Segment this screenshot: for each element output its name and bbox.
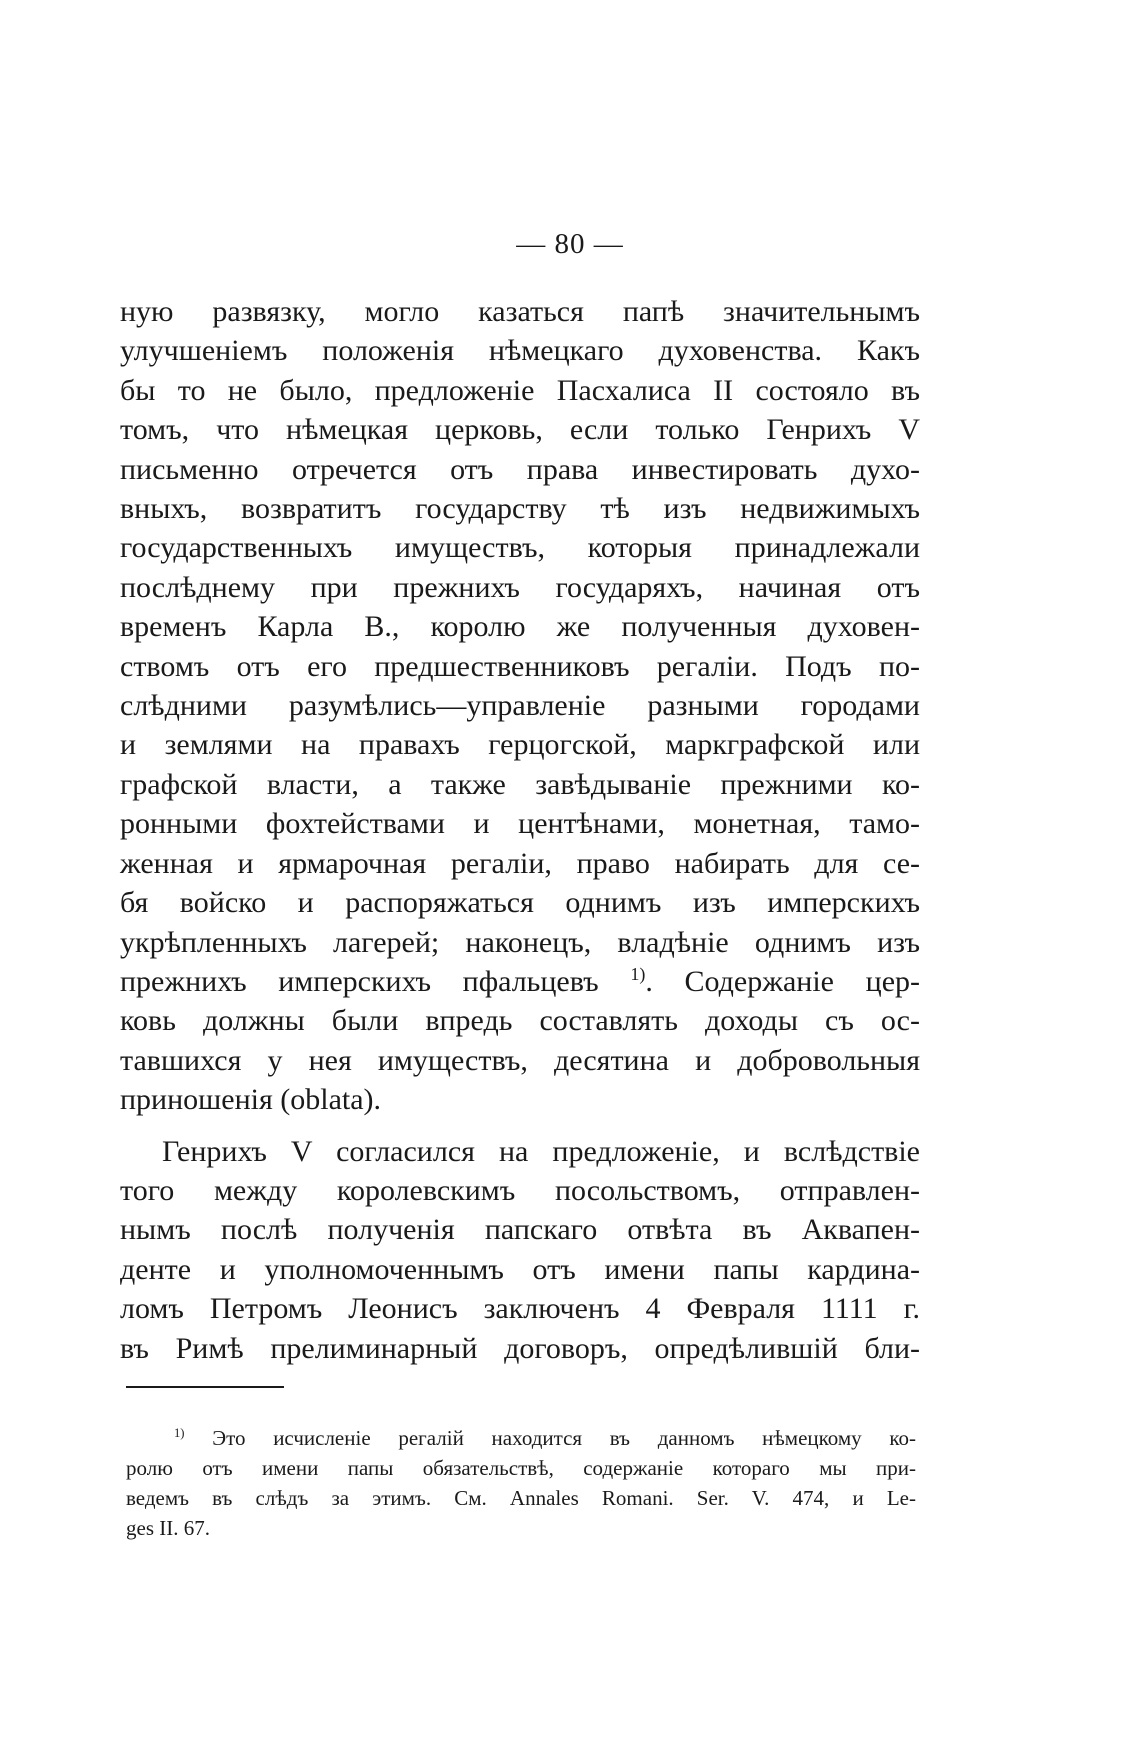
- text-fragment: . Содержаніе цер-: [645, 964, 921, 998]
- text-line: письменно отречется отъ права инвестировать духо-: [120, 452, 920, 486]
- text-line: женная и ярмарочная регаліи, право набирать для се-: [120, 846, 920, 880]
- text-line: вныхъ, возвратитъ государству тѣ изъ недвижимыхъ: [120, 492, 920, 526]
- text-line: нымъ послѣ полученія папскаго отвѣта въ Аквапен-: [120, 1213, 920, 1247]
- text-line-with-note: [120, 962, 920, 1001]
- footnote-text: Это исчисленіе регалій находится въ данномъ нѣмецкому ко-: [212, 1426, 917, 1450]
- text-line: государственныхъ имуществъ, которыя принадлежали: [120, 531, 920, 565]
- text-line: слѣдними разумѣлись—управленіе разными городами: [120, 689, 920, 723]
- footnote-reference[interactable]: 1): [630, 963, 646, 984]
- text-line: Генрихъ V согласился на предложеніе, и вслѣдствіе: [162, 1134, 920, 1168]
- text-line: ковь должны были впредь составлять доходы съ ос-: [120, 1004, 920, 1038]
- text-line: того между королевскимъ посольствомъ, отправлен-: [120, 1173, 920, 1207]
- text-line: и землями на правахъ герцогской, маркграфской или: [120, 728, 920, 762]
- main-text: [120, 292, 920, 1368]
- footnotes: [126, 1423, 916, 1543]
- text-line: укрѣпленныхъ лагерей; наконецъ, владѣніе однимъ изъ: [120, 925, 920, 959]
- text-fragment: прежнихъ имперскихъ пфальцевъ: [120, 964, 599, 998]
- text-line: въ Римѣ прелиминарный договоръ, опредѣлившій бли-: [120, 1331, 920, 1365]
- text-line: ронными фохтействами и центѣнами, монетная, тамо-: [120, 807, 920, 841]
- footnote-line: ролю отъ имени папы обязательствѣ, содержаніе котораго мы при-: [126, 1456, 916, 1480]
- text-line: ствомъ отъ его предшественниковъ регаліи. Подъ по-: [120, 649, 920, 683]
- footnote-line: ведемъ въ слѣдъ за этимъ. См. Annales Romani. Ser. V. 474, и Le-: [126, 1486, 916, 1510]
- footnote-line: [126, 1423, 916, 1453]
- text-line: тавшихся у нея имуществъ, десятина и добровольныя: [120, 1043, 920, 1077]
- footnote-line: ges II. 67.: [126, 1516, 210, 1540]
- text-line: графской власти, а также завѣдываніе прежними ко-: [120, 767, 920, 801]
- footnote-divider: [126, 1386, 284, 1388]
- paragraph-gap: [120, 1120, 920, 1132]
- page-number: — 80 —: [516, 228, 624, 260]
- text-line: улучшеніемъ положенія нѣмецкаго духовенства. Какъ: [120, 334, 920, 368]
- text-line: томъ, что нѣмецкая церковь, если только Генрихъ V: [120, 413, 920, 447]
- footnote-marker: 1): [174, 1426, 185, 1440]
- text-line: ломъ Петромъ Леонисъ заключенъ 4 Февраля 1111 г.: [120, 1292, 920, 1326]
- text-line: денте и уполномоченнымъ отъ имени папы кардина-: [120, 1252, 920, 1286]
- text-line: послѣднему при прежнихъ государяхъ, начиная отъ: [120, 570, 920, 604]
- text-line: бя войско и распоряжаться однимъ изъ имперскихъ: [120, 886, 920, 920]
- text-line: ную развязку, могло казаться папѣ значительнымъ: [120, 295, 920, 328]
- text-line: временъ Карла В., королю же полученныя духовен-: [120, 610, 920, 644]
- text-line: бы то не было, предложеніе Пасхалиса II состояло въ: [120, 373, 920, 407]
- text-line: приношенія (oblata).: [120, 1083, 382, 1117]
